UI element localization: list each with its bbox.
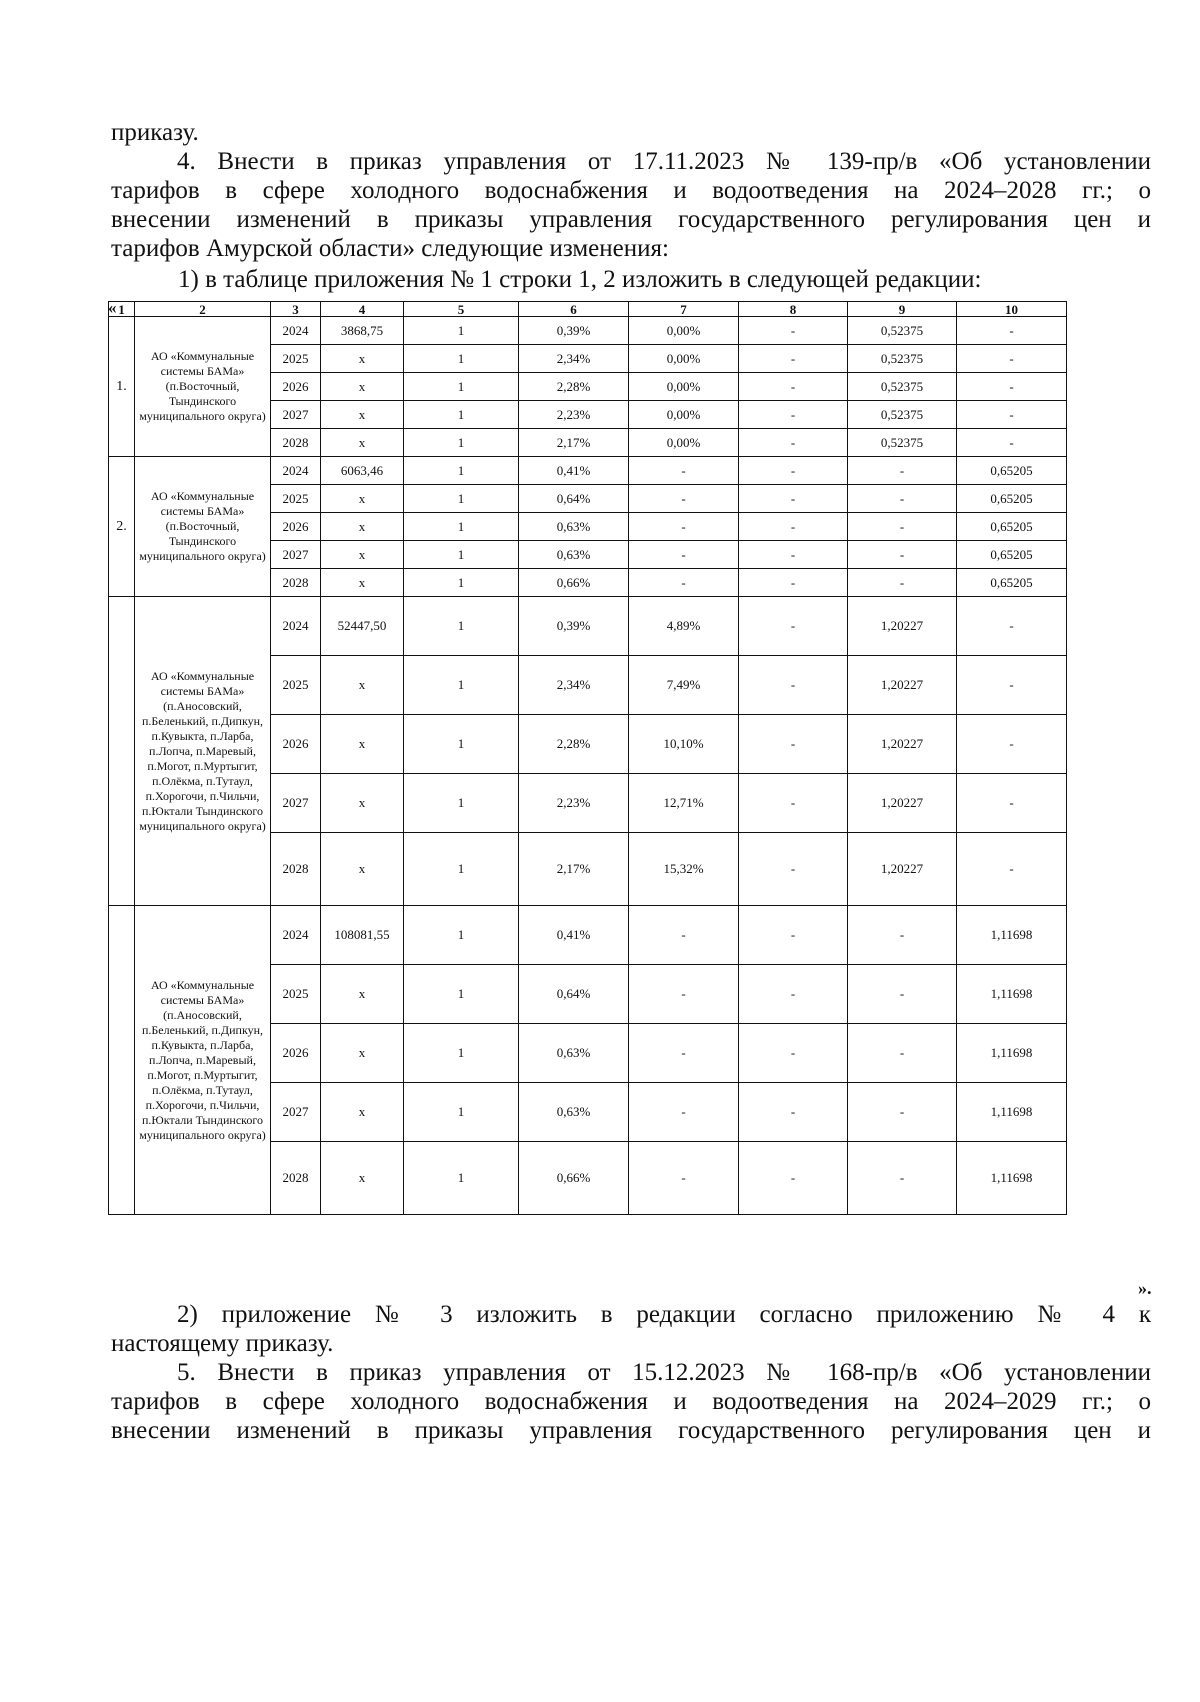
table-cell-col-5: 1 bbox=[404, 513, 519, 541]
table-cell-col-3: 2026 bbox=[271, 373, 321, 401]
table-cell-col-7: - bbox=[629, 457, 739, 485]
table-cell-col-8: - bbox=[739, 485, 848, 513]
table-cell-col-3: 2028 bbox=[271, 429, 321, 457]
table-cell-col-10: 0,65205 bbox=[957, 569, 1067, 597]
table-cell-col-6: 2,17% bbox=[519, 429, 629, 457]
table-cell-col-5: 1 bbox=[404, 317, 519, 345]
table-cell-col-6: 2,28% bbox=[519, 715, 629, 774]
item-4-line-1: 4. Внести в приказ управления от 17.11.2023 № 139-пр/в «Об установлении bbox=[177, 148, 1151, 175]
table-cell-col-5: 1 bbox=[404, 715, 519, 774]
table-cell-col-4: х bbox=[321, 541, 404, 569]
table-cell-col-6: 0,66% bbox=[519, 569, 629, 597]
table-cell-col-9: 0,52375 bbox=[848, 345, 957, 373]
table-cell-col-8: - bbox=[739, 906, 848, 965]
table-cell-col-8: - bbox=[739, 656, 848, 715]
table-cell-col-6: 0,63% bbox=[519, 513, 629, 541]
table-cell-col-3: 2026 bbox=[271, 1024, 321, 1083]
table-cell-col-10: - bbox=[957, 345, 1067, 373]
table-cell-col-5: 1 bbox=[404, 833, 519, 906]
table-cell-col-4: х bbox=[321, 1024, 404, 1083]
table-cell-col-5: 1 bbox=[404, 597, 519, 656]
table-cell-col-9: 1,20227 bbox=[848, 597, 957, 656]
table-cell-col-10: 1,11698 bbox=[957, 1083, 1067, 1142]
table-cell-col-10: 1,11698 bbox=[957, 965, 1067, 1024]
table-cell-col-3: 2026 bbox=[271, 513, 321, 541]
table-cell-col-6: 0,63% bbox=[519, 1083, 629, 1142]
item-4-line-2: тарифов в сфере холодного водоснабжения и водоотведения на 2024–2028 гг.; о bbox=[111, 177, 1151, 204]
column-header-5: 5 bbox=[404, 302, 519, 317]
item-5-paragraph bbox=[111, 1358, 1151, 1445]
table-cell-col-8: - bbox=[739, 457, 848, 485]
table-cell-col-3: 2025 bbox=[271, 345, 321, 373]
table-cell-col-5: 1 bbox=[404, 457, 519, 485]
column-header-6: 6 bbox=[519, 302, 629, 317]
table-cell-col-6: 2,23% bbox=[519, 401, 629, 429]
organization-cell: АО «Коммунальные системы БАМа» (п.Аносовский, п.Беленький, п.Дипкун, п.Кувыкта, п.Ларба, п.Лопча, п.Маревый, п.Могот, п.Муртыгит, п.Олёкма, п.Тутаул, п.Хорогочи, п.Чильчи, п.Юктали Тындинского муниципального округа) bbox=[135, 906, 271, 1215]
table-cell-col-5: 1 bbox=[404, 345, 519, 373]
table-cell-col-10: 0,65205 bbox=[957, 541, 1067, 569]
table-cell-col-9: 0,52375 bbox=[848, 401, 957, 429]
table-cell-col-10: 0,65205 bbox=[957, 513, 1067, 541]
table-cell-col-10: 0,65205 bbox=[957, 485, 1067, 513]
table-cell-col-9: - bbox=[848, 513, 957, 541]
table-cell-col-5: 1 bbox=[404, 656, 519, 715]
column-header-3: 3 bbox=[271, 302, 321, 317]
table-cell-col-8: - bbox=[739, 965, 848, 1024]
table-cell-col-9: - bbox=[848, 457, 957, 485]
sub-item-2-paragraph bbox=[111, 1300, 1151, 1358]
table-cell-col-7: 0,00% bbox=[629, 317, 739, 345]
table-cell-col-6: 0,41% bbox=[519, 906, 629, 965]
table-cell-col-8: - bbox=[739, 429, 848, 457]
table-cell-col-6: 2,34% bbox=[519, 345, 629, 373]
table-cell-col-9: - bbox=[848, 485, 957, 513]
row-number-cell bbox=[109, 906, 135, 1215]
table-cell-col-8: - bbox=[739, 1142, 848, 1215]
table-cell-col-7: - bbox=[629, 1083, 739, 1142]
table-cell-col-7: 12,71% bbox=[629, 774, 739, 833]
table-cell-col-7: 0,00% bbox=[629, 373, 739, 401]
table-cell-col-6: 0,63% bbox=[519, 541, 629, 569]
item-4-line-3: внесении изменений в приказы управления государственного регулирования цен и bbox=[111, 206, 1151, 233]
organization-cell: АО «Коммунальные системы БАМа» (п.Восточный, Тындинского муниципального округа) bbox=[135, 457, 271, 597]
table-cell-col-4: х bbox=[321, 345, 404, 373]
table-cell-col-9: 0,52375 bbox=[848, 373, 957, 401]
table-cell-col-7: 7,49% bbox=[629, 656, 739, 715]
table-cell-col-3: 2025 bbox=[271, 485, 321, 513]
table-cell-col-5: 1 bbox=[404, 401, 519, 429]
table-cell-col-9: - bbox=[848, 965, 957, 1024]
table-cell-col-6: 2,28% bbox=[519, 373, 629, 401]
sub-item-1-text: 1) в таблице приложения № 1 строки 1, 2 изложить в следующей редакции: bbox=[178, 266, 982, 293]
table-cell-col-4: 3868,75 bbox=[321, 317, 404, 345]
close-quote: ». bbox=[1138, 1278, 1152, 1298]
table-row bbox=[109, 317, 1067, 345]
table-cell-col-5: 1 bbox=[404, 541, 519, 569]
table-cell-col-7: 4,89% bbox=[629, 597, 739, 656]
item-4-line-4: тарифов Амурской области» следующие изменения: bbox=[111, 235, 669, 262]
table-cell-col-10: - bbox=[957, 715, 1067, 774]
table-cell-col-8: - bbox=[739, 541, 848, 569]
table-cell-col-8: - bbox=[739, 715, 848, 774]
table-cell-col-9: 0,52375 bbox=[848, 317, 957, 345]
table-cell-col-5: 1 bbox=[404, 1024, 519, 1083]
table-cell-col-6: 2,23% bbox=[519, 774, 629, 833]
table-cell-col-6: 2,34% bbox=[519, 656, 629, 715]
organization-cell: АО «Коммунальные системы БАМа» (п.Аносовский, п.Беленький, п.Дипкун, п.Кувыкта, п.Ларба, п.Лопча, п.Маревый, п.Могот, п.Муртыгит, п.Олёкма, п.Тутаул, п.Хорогочи, п.Чильчи, п.Юктали Тындинского муниципального округа) bbox=[135, 597, 271, 906]
column-header-9: 9 bbox=[848, 302, 957, 317]
column-header-8: 8 bbox=[739, 302, 848, 317]
table-cell-col-6: 2,17% bbox=[519, 833, 629, 906]
table-cell-col-10: - bbox=[957, 373, 1067, 401]
table-cell-col-6: 0,39% bbox=[519, 317, 629, 345]
organization-cell: АО «Коммунальные системы БАМа» (п.Восточный, Тындинского муниципального округа) bbox=[135, 317, 271, 457]
table-cell-col-9: - bbox=[848, 541, 957, 569]
table-cell-col-8: - bbox=[739, 1024, 848, 1083]
tariff-table bbox=[108, 301, 1067, 1215]
table-cell-col-4: х bbox=[321, 715, 404, 774]
table-cell-col-8: - bbox=[739, 833, 848, 906]
table-cell-col-3: 2028 bbox=[271, 569, 321, 597]
table-cell-col-8: - bbox=[739, 774, 848, 833]
table-cell-col-9: - bbox=[848, 1083, 957, 1142]
table-cell-col-4: х bbox=[321, 429, 404, 457]
row-number-cell bbox=[109, 597, 135, 906]
table-cell-col-4: х bbox=[321, 569, 404, 597]
table-cell-col-3: 2024 bbox=[271, 317, 321, 345]
table-cell-col-7: - bbox=[629, 485, 739, 513]
table-cell-col-4: х bbox=[321, 485, 404, 513]
table-cell-col-8: - bbox=[739, 1083, 848, 1142]
table-cell-col-7: - bbox=[629, 541, 739, 569]
table-cell-col-3: 2028 bbox=[271, 1142, 321, 1215]
table-cell-col-9: 1,20227 bbox=[848, 774, 957, 833]
table-cell-col-10: 1,11698 bbox=[957, 906, 1067, 965]
table-cell-col-3: 2024 bbox=[271, 597, 321, 656]
table-cell-col-3: 2026 bbox=[271, 715, 321, 774]
table-cell-col-7: - bbox=[629, 965, 739, 1024]
sub-item-2-line-1: 2) приложение № 3 изложить в редакции согласно приложению № 4 к bbox=[177, 1301, 1151, 1328]
table-cell-col-4: х bbox=[321, 965, 404, 1024]
column-header-4: 4 bbox=[321, 302, 404, 317]
table-cell-col-10: - bbox=[957, 774, 1067, 833]
item-5-line-3: внесении изменений в приказы управления государственного регулирования цен и bbox=[111, 1417, 1151, 1444]
table-cell-col-7: 0,00% bbox=[629, 345, 739, 373]
table-cell-col-7: - bbox=[629, 906, 739, 965]
table-cell-col-3: 2027 bbox=[271, 1083, 321, 1142]
table-cell-col-9: 1,20227 bbox=[848, 833, 957, 906]
table-cell-col-4: х bbox=[321, 513, 404, 541]
top-line-text: приказу. bbox=[111, 119, 199, 146]
table-cell-col-9: - bbox=[848, 906, 957, 965]
table-cell-col-10: - bbox=[957, 833, 1067, 906]
table-cell-col-3: 2024 bbox=[271, 457, 321, 485]
table-cell-col-6: 0,64% bbox=[519, 485, 629, 513]
table-cell-col-8: - bbox=[739, 513, 848, 541]
table-cell-col-3: 2027 bbox=[271, 774, 321, 833]
table-cell-col-5: 1 bbox=[404, 569, 519, 597]
table-cell-col-3: 2028 bbox=[271, 833, 321, 906]
table-cell-col-5: 1 bbox=[404, 1083, 519, 1142]
table-cell-col-9: 1,20227 bbox=[848, 715, 957, 774]
table-cell-col-10: - bbox=[957, 317, 1067, 345]
table-cell-col-10: - bbox=[957, 429, 1067, 457]
table-cell-col-9: - bbox=[848, 1024, 957, 1083]
table-cell-col-8: - bbox=[739, 373, 848, 401]
table-cell-col-7: 0,00% bbox=[629, 401, 739, 429]
table-cell-col-4: х bbox=[321, 656, 404, 715]
table-cell-col-7: 15,32% bbox=[629, 833, 739, 906]
table-cell-col-4: х bbox=[321, 1083, 404, 1142]
table-cell-col-4: х bbox=[321, 1142, 404, 1215]
table-cell-col-5: 1 bbox=[404, 965, 519, 1024]
column-header-7: 7 bbox=[629, 302, 739, 317]
table-cell-col-7: - bbox=[629, 1024, 739, 1083]
top-line bbox=[111, 118, 1151, 147]
table-cell-col-9: - bbox=[848, 1142, 957, 1215]
table-cell-col-3: 2024 bbox=[271, 906, 321, 965]
table-header-row bbox=[109, 302, 1067, 317]
table-cell-col-5: 1 bbox=[404, 1142, 519, 1215]
table-cell-col-6: 0,64% bbox=[519, 965, 629, 1024]
table-row bbox=[109, 457, 1067, 485]
table-cell-col-9: 0,52375 bbox=[848, 429, 957, 457]
table-cell-col-10: 1,11698 bbox=[957, 1142, 1067, 1215]
table-cell-col-9: - bbox=[848, 569, 957, 597]
table-cell-col-8: - bbox=[739, 597, 848, 656]
table-cell-col-8: - bbox=[739, 345, 848, 373]
tariff-table-wrapper bbox=[108, 301, 1067, 1215]
table-cell-col-6: 0,66% bbox=[519, 1142, 629, 1215]
table-cell-col-6: 0,41% bbox=[519, 457, 629, 485]
table-cell-col-3: 2027 bbox=[271, 541, 321, 569]
table-cell-col-5: 1 bbox=[404, 429, 519, 457]
column-header-2: 2 bbox=[135, 302, 271, 317]
table-cell-col-7: 0,00% bbox=[629, 429, 739, 457]
table-cell-col-7: - bbox=[629, 1142, 739, 1215]
table-cell-col-3: 2025 bbox=[271, 656, 321, 715]
table-cell-col-10: - bbox=[957, 597, 1067, 656]
table-cell-col-4: 52447,50 bbox=[321, 597, 404, 656]
table-cell-col-4: х bbox=[321, 774, 404, 833]
row-number-cell: 2. bbox=[109, 457, 135, 597]
column-header-1: 1 bbox=[109, 302, 135, 317]
table-cell-col-7: - bbox=[629, 569, 739, 597]
column-header-10: 10 bbox=[957, 302, 1067, 317]
item-5-line-1: 5. Внести в приказ управления от 15.12.2023 № 168-пр/в «Об установлении bbox=[177, 1359, 1151, 1386]
item-5-line-2: тарифов в сфере холодного водоснабжения и водоотведения на 2024–2029 гг.; о bbox=[111, 1388, 1151, 1415]
table-cell-col-10: - bbox=[957, 656, 1067, 715]
table-cell-col-4: х bbox=[321, 401, 404, 429]
table-cell-col-7: 10,10% bbox=[629, 715, 739, 774]
table-cell-col-6: 0,63% bbox=[519, 1024, 629, 1083]
table-cell-col-3: 2027 bbox=[271, 401, 321, 429]
table-row bbox=[109, 906, 1067, 965]
table-cell-col-4: х bbox=[321, 373, 404, 401]
table-cell-col-5: 1 bbox=[404, 906, 519, 965]
table-row bbox=[109, 597, 1067, 656]
table-cell-col-7: - bbox=[629, 513, 739, 541]
table-cell-col-5: 1 bbox=[404, 774, 519, 833]
table-cell-col-4: х bbox=[321, 833, 404, 906]
table-cell-col-5: 1 bbox=[404, 485, 519, 513]
table-cell-col-10: 1,11698 bbox=[957, 1024, 1067, 1083]
sub-item-1 bbox=[178, 265, 1078, 294]
row-number-cell: 1. bbox=[109, 317, 135, 457]
table-cell-col-3: 2025 bbox=[271, 965, 321, 1024]
table-cell-col-8: - bbox=[739, 401, 848, 429]
open-quote: « bbox=[108, 298, 117, 317]
table-cell-col-10: 0,65205 bbox=[957, 457, 1067, 485]
table-cell-col-4: 108081,55 bbox=[321, 906, 404, 965]
table-cell-col-9: 1,20227 bbox=[848, 656, 957, 715]
sub-item-2-line-2: настоящему приказу. bbox=[111, 1330, 334, 1357]
table-cell-col-4: 6063,46 bbox=[321, 457, 404, 485]
table-cell-col-8: - bbox=[739, 317, 848, 345]
table-cell-col-6: 0,39% bbox=[519, 597, 629, 656]
item-4-paragraph bbox=[111, 147, 1151, 263]
table-cell-col-10: - bbox=[957, 401, 1067, 429]
table-cell-col-5: 1 bbox=[404, 373, 519, 401]
table-cell-col-8: - bbox=[739, 569, 848, 597]
